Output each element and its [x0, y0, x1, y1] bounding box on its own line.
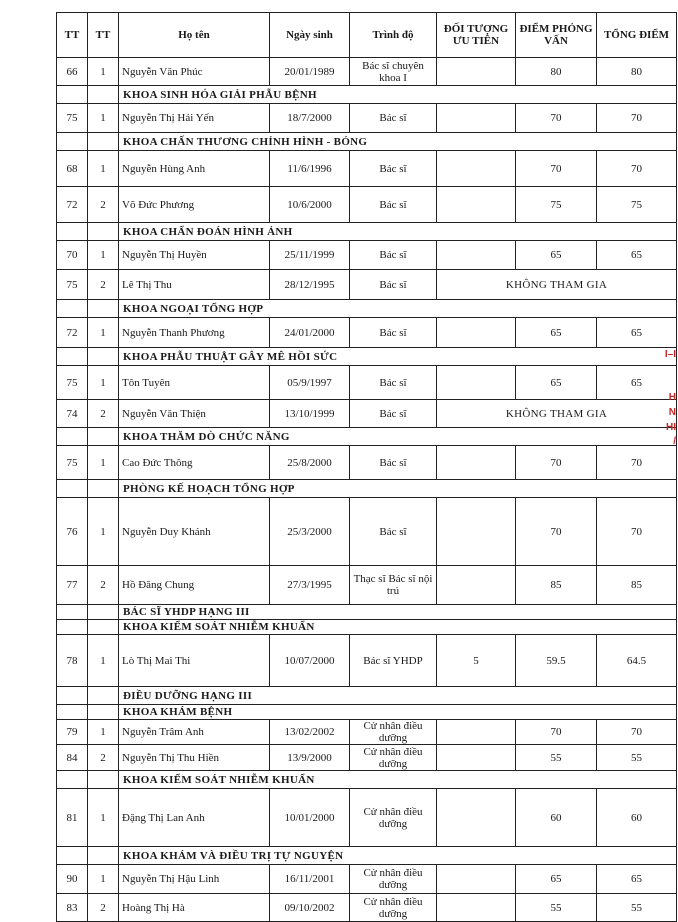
- table-row: [57, 241, 677, 270]
- cell-dob: 27/3/1995: [270, 566, 350, 605]
- table-row: [57, 789, 677, 847]
- cell-name: Hoàng Thị Hà: [119, 894, 270, 922]
- cell-level: Bác sĩ: [350, 498, 437, 566]
- cell-interview-score: 65: [516, 241, 597, 270]
- cell-dob: 09/10/2002: [270, 894, 350, 922]
- section-header-row: [57, 687, 677, 705]
- stamp-glyph: I–I: [664, 349, 676, 360]
- cell-tt: 77: [57, 566, 88, 605]
- cell-tt: 72: [57, 187, 88, 223]
- cell-total-score: 70: [597, 720, 677, 745]
- cell-tt: 70: [57, 241, 88, 270]
- cell-name: Nguyễn Văn Phúc: [119, 58, 270, 86]
- cell-tt-group: 2: [88, 566, 119, 605]
- cell-level: Cử nhân điều dưỡng: [350, 894, 437, 922]
- table-row: [57, 745, 677, 771]
- cell-name: Lò Thị Mai Thi: [119, 635, 270, 687]
- cell-tt-group: 1: [88, 446, 119, 480]
- cell-dob: 13/9/2000: [270, 745, 350, 771]
- cell-dob: 13/02/2002: [270, 720, 350, 745]
- section-label: KHOA NGOẠI TỔNG HỢP: [119, 300, 677, 318]
- cell-dob: 10/07/2000: [270, 635, 350, 687]
- cell-level: Bác sĩ YHDP: [350, 635, 437, 687]
- header-tt-group: TT: [88, 13, 119, 58]
- cell-interview-score: 65: [516, 865, 597, 894]
- cell-tt: 72: [57, 318, 88, 348]
- cell-tt: 90: [57, 865, 88, 894]
- table-row: [57, 366, 677, 400]
- header-dob: Ngày sinh: [270, 13, 350, 58]
- stamp-glyph: H: [668, 392, 676, 403]
- cell-priority: [437, 720, 516, 745]
- cell-priority: [437, 366, 516, 400]
- header-name: Họ tên: [119, 13, 270, 58]
- cell-tt: 75: [57, 366, 88, 400]
- cell-priority: [437, 104, 516, 133]
- section-label: KHOA THĂM DÒ CHỨC NĂNG: [119, 428, 677, 446]
- cell-name: Nguyễn Trâm Anh: [119, 720, 270, 745]
- cell-tt-group: 1: [88, 789, 119, 847]
- cell-name: Nguyễn Thị Huyền: [119, 241, 270, 270]
- cell-tt: 76: [57, 498, 88, 566]
- cell-total-score: 80: [597, 58, 677, 86]
- table-row: [57, 894, 677, 922]
- cell-priority: [437, 318, 516, 348]
- cell-interview-score: 70: [516, 104, 597, 133]
- cell-interview-score: 70: [516, 720, 597, 745]
- cell-priority: [437, 187, 516, 223]
- cell-dob: 25/3/2000: [270, 498, 350, 566]
- cell-dob: 05/9/1997: [270, 366, 350, 400]
- cell-total-score: 65: [597, 318, 677, 348]
- table-body: [57, 58, 677, 922]
- cell-dob: 11/6/1996: [270, 151, 350, 187]
- cell-level: Bác sĩ: [350, 366, 437, 400]
- cell-tt-group: 1: [88, 104, 119, 133]
- section-label: KHOA CHẨN ĐOÁN HÌNH ẢNH: [119, 223, 677, 241]
- cell-priority: [437, 745, 516, 771]
- cell-level: Bác sĩ: [350, 318, 437, 348]
- cell-tt-group: 1: [88, 241, 119, 270]
- cell-name: Nguyễn Thanh Phương: [119, 318, 270, 348]
- table-row: [57, 446, 677, 480]
- cell-tt: 75: [57, 446, 88, 480]
- table-row: [57, 318, 677, 348]
- table-row: [57, 498, 677, 566]
- cell-dob: 24/01/2000: [270, 318, 350, 348]
- cell-dob: 10/01/2000: [270, 789, 350, 847]
- cell-tt-group: 1: [88, 318, 119, 348]
- stamp-glyph: N: [668, 407, 676, 418]
- cell-name: Hồ Đăng Chung: [119, 566, 270, 605]
- section-header-row: [57, 605, 677, 620]
- cell-total-score: 65: [597, 865, 677, 894]
- cell-tt-group: 1: [88, 720, 119, 745]
- table-row: [57, 635, 677, 687]
- cell-interview-score: 80: [516, 58, 597, 86]
- cell-level: Bác sĩ chuyên khoa I: [350, 58, 437, 86]
- cell-level: Cử nhân điều dưỡng: [350, 865, 437, 894]
- cell-dob: 16/11/2001: [270, 865, 350, 894]
- cell-priority: [437, 789, 516, 847]
- section-header-row: [57, 300, 677, 318]
- cell-interview-score: 65: [516, 318, 597, 348]
- cell-tt: 75: [57, 270, 88, 300]
- cell-tt: 66: [57, 58, 88, 86]
- cell-name: Cao Đức Thông: [119, 446, 270, 480]
- cell-interview-score: 70: [516, 151, 597, 187]
- cell-level: Bác sĩ: [350, 446, 437, 480]
- cell-priority: [437, 566, 516, 605]
- cell-tt-group: 2: [88, 270, 119, 300]
- header-interview-score: ĐIỂM PHỎNG VẤN: [516, 13, 597, 58]
- cell-total-score: 70: [597, 498, 677, 566]
- cell-priority: 5: [437, 635, 516, 687]
- section-header-row: [57, 428, 677, 446]
- cell-total-score: 60: [597, 789, 677, 847]
- cell-interview-score: 55: [516, 745, 597, 771]
- cell-total-score: 70: [597, 446, 677, 480]
- table-row: [57, 270, 677, 300]
- cell-absent-note: KHÔNG THAM GIA: [437, 400, 677, 428]
- cell-tt: 84: [57, 745, 88, 771]
- cell-absent-note: KHÔNG THAM GIA: [437, 270, 677, 300]
- section-label: KHOA SINH HÓA GIẢI PHẪU BỆNH: [119, 86, 677, 104]
- cell-total-score: 75: [597, 187, 677, 223]
- candidate-score-table: [56, 12, 677, 922]
- cell-name: Nguyễn Duy Khánh: [119, 498, 270, 566]
- section-header-row: [57, 771, 677, 789]
- table-row: [57, 104, 677, 133]
- table-row: [57, 151, 677, 187]
- section-header-row: [57, 705, 677, 720]
- cell-tt: 83: [57, 894, 88, 922]
- cell-total-score: 65: [597, 366, 677, 400]
- cell-name: Lê Thị Thu: [119, 270, 270, 300]
- header-total-score: TỔNG ĐIỂM: [597, 13, 677, 58]
- cell-level: Thạc sĩ Bác sĩ nội trú: [350, 566, 437, 605]
- table-row: [57, 58, 677, 86]
- cell-dob: 25/11/1999: [270, 241, 350, 270]
- section-header-row: [57, 223, 677, 241]
- cell-dob: 28/12/1995: [270, 270, 350, 300]
- cell-tt-group: 1: [88, 151, 119, 187]
- section-header-row: [57, 480, 677, 498]
- cell-dob: 18/7/2000: [270, 104, 350, 133]
- section-header-row: [57, 133, 677, 151]
- cell-name: Nguyễn Thị Hải Yến: [119, 104, 270, 133]
- cell-tt-group: 1: [88, 366, 119, 400]
- table-row: [57, 566, 677, 605]
- cell-level: Bác sĩ: [350, 400, 437, 428]
- section-label: KHOA KHÁM VÀ ĐIỀU TRỊ TỰ NGUYỆN: [119, 847, 677, 865]
- section-label: KHOA CHẤN THƯƠNG CHỈNH HÌNH - BỎNG: [119, 133, 677, 151]
- section-header-row: [57, 348, 677, 366]
- cell-tt: 79: [57, 720, 88, 745]
- table-row: [57, 865, 677, 894]
- cell-tt: 74: [57, 400, 88, 428]
- header-tt: TT: [57, 13, 88, 58]
- cell-tt: 81: [57, 789, 88, 847]
- cell-interview-score: 55: [516, 894, 597, 922]
- cell-tt: 68: [57, 151, 88, 187]
- cell-total-score: 70: [597, 104, 677, 133]
- cell-name: Nguyễn Thị Hậu Linh: [119, 865, 270, 894]
- section-header-row: [57, 86, 677, 104]
- cell-dob: 10/6/2000: [270, 187, 350, 223]
- cell-interview-score: 75: [516, 187, 597, 223]
- cell-tt: 78: [57, 635, 88, 687]
- cell-total-score: 85: [597, 566, 677, 605]
- table-row: [57, 187, 677, 223]
- table-header-row: [57, 13, 677, 58]
- section-label: ĐIỀU DƯỠNG HẠNG III: [119, 687, 677, 705]
- cell-tt-group: 1: [88, 865, 119, 894]
- cell-interview-score: 85: [516, 566, 597, 605]
- table-row: [57, 400, 677, 428]
- cell-name: Tôn Tuyên: [119, 366, 270, 400]
- section-label: KHOA KIỂM SOÁT NHIỄM KHUẨN: [119, 620, 677, 635]
- section-header-row: [57, 847, 677, 865]
- cell-interview-score: 59.5: [516, 635, 597, 687]
- section-label: KHOA PHẪU THUẬT GÂY MÊ HỒI SỨC: [119, 348, 677, 366]
- cell-interview-score: 60: [516, 789, 597, 847]
- cell-tt-group: 1: [88, 635, 119, 687]
- section-header-row: [57, 620, 677, 635]
- cell-priority: [437, 894, 516, 922]
- table-row: [57, 720, 677, 745]
- cell-total-score: 55: [597, 745, 677, 771]
- section-label: PHÒNG KẾ HOẠCH TỔNG HỢP: [119, 480, 677, 498]
- stamp-glyph: /: [673, 436, 676, 447]
- stamp-glyph: HI: [666, 422, 676, 433]
- section-label: KHOA KHÁM BỆNH: [119, 705, 677, 720]
- cell-level: Bác sĩ: [350, 270, 437, 300]
- cell-priority: [437, 865, 516, 894]
- cell-tt-group: 2: [88, 400, 119, 428]
- cell-priority: [437, 151, 516, 187]
- cell-priority: [437, 58, 516, 86]
- cell-priority: [437, 446, 516, 480]
- cell-level: Bác sĩ: [350, 151, 437, 187]
- header-level: Trình độ: [350, 13, 437, 58]
- cell-dob: 20/01/1989: [270, 58, 350, 86]
- cell-interview-score: 65: [516, 366, 597, 400]
- cell-level: Cử nhân điều dưỡng: [350, 789, 437, 847]
- cell-total-score: 55: [597, 894, 677, 922]
- cell-interview-score: 70: [516, 498, 597, 566]
- cell-tt-group: 1: [88, 58, 119, 86]
- cell-dob: 25/8/2000: [270, 446, 350, 480]
- cell-total-score: 64.5: [597, 635, 677, 687]
- header-priority: ĐỐI TƯỢNG ƯU TIÊN: [437, 13, 516, 58]
- cell-total-score: 70: [597, 151, 677, 187]
- cell-level: Bác sĩ: [350, 241, 437, 270]
- cell-name: Nguyễn Thị Thu Hiền: [119, 745, 270, 771]
- section-label: KHOA KIỂM SOÁT NHIỄM KHUẨN: [119, 771, 677, 789]
- cell-tt-group: 2: [88, 894, 119, 922]
- cell-level: Cử nhân điều dưỡng: [350, 745, 437, 771]
- cell-interview-score: 70: [516, 446, 597, 480]
- cell-level: Bác sĩ: [350, 104, 437, 133]
- cell-level: Cử nhân điều dưỡng: [350, 720, 437, 745]
- cell-name: Võ Đức Phương: [119, 187, 270, 223]
- cell-name: Nguyễn Văn Thiện: [119, 400, 270, 428]
- cell-tt: 75: [57, 104, 88, 133]
- cell-tt-group: 1: [88, 498, 119, 566]
- cell-tt-group: 2: [88, 187, 119, 223]
- cell-tt-group: 2: [88, 745, 119, 771]
- cell-priority: [437, 241, 516, 270]
- cell-level: Bác sĩ: [350, 187, 437, 223]
- cell-priority: [437, 498, 516, 566]
- cell-name: Đặng Thị Lan Anh: [119, 789, 270, 847]
- section-label: BÁC SĨ YHDP HẠNG III: [119, 605, 677, 620]
- cell-name: Nguyễn Hùng Anh: [119, 151, 270, 187]
- cell-total-score: 65: [597, 241, 677, 270]
- cell-dob: 13/10/1999: [270, 400, 350, 428]
